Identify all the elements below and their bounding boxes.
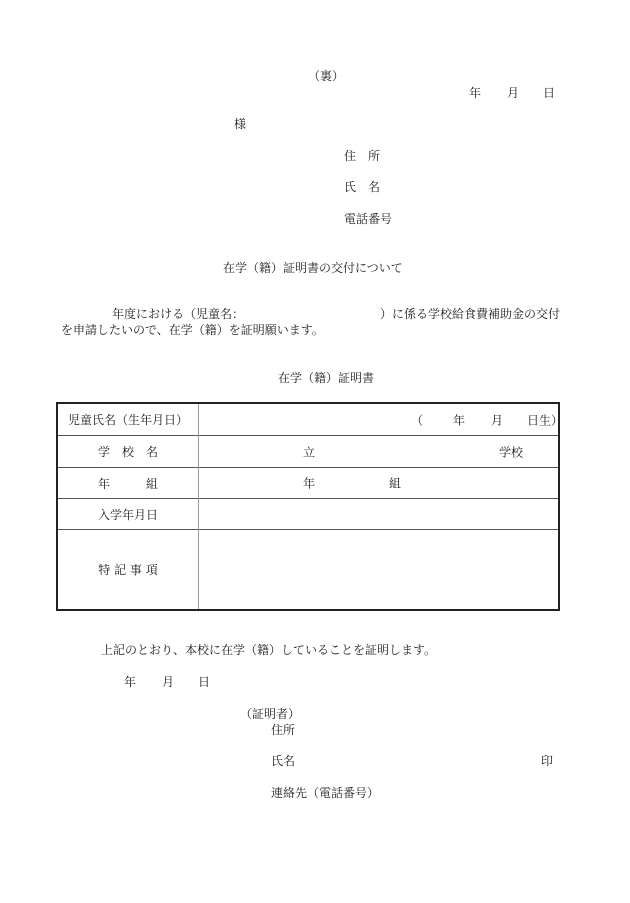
certifier-contact-label: 連絡先（電話番号）	[271, 786, 380, 800]
enrollment-date-label: 入学年月日	[57, 499, 199, 530]
subject-title: 在学（籍）証明書の交付について	[223, 261, 403, 275]
side-label: （裏）	[308, 69, 345, 83]
certificate-title: 在学（籍）証明書	[278, 371, 375, 385]
school-name-label: 学 校 名	[57, 436, 199, 468]
birth-open-paren: （	[411, 413, 424, 427]
certifier-name-label: 氏名	[271, 754, 296, 768]
table-row-child-name	[57, 403, 559, 436]
header-date-month: 月	[507, 86, 520, 100]
grade-class-value	[199, 468, 560, 499]
remarks-label: 特 記 事 項	[57, 530, 199, 611]
cert-date-month: 月	[162, 675, 175, 689]
grade-class-label: 年 組	[57, 468, 199, 499]
certifier-heading: （証明者）	[240, 707, 301, 721]
school-suffix: 学校	[499, 445, 524, 459]
header-date-year: 年	[469, 86, 482, 100]
header-date-day: 日	[543, 86, 556, 100]
body-line2: を申請したいので、在学（籍）を証明願います。	[61, 323, 324, 337]
birth-day: 日生）	[527, 413, 564, 427]
addressee-suffix: 様	[234, 117, 247, 131]
enrollment-date-value	[199, 499, 560, 530]
birth-year: 年	[453, 413, 466, 427]
cert-date-day: 日	[198, 675, 211, 689]
birth-month: 月	[491, 413, 504, 427]
table-row-grade-class	[57, 468, 559, 499]
applicant-address-label: 住 所	[344, 149, 381, 163]
applicant-phone-label: 電話番号	[344, 212, 393, 226]
table-row-enrollment-date	[57, 499, 559, 530]
school-name-value	[199, 436, 560, 468]
seal-mark: 印	[541, 754, 554, 768]
body-line1-prefix: 年度における（児童名：	[112, 307, 245, 321]
body-line1-suffix: ）に係る学校給食費補助金の交付	[380, 307, 561, 321]
table-row-school-name	[57, 436, 559, 468]
school-type: 立	[303, 445, 316, 459]
class-unit: 組	[389, 476, 402, 491]
grade-unit: 年	[303, 476, 316, 491]
certification-statement: 上記のとおり、本校に在学（籍）していることを証明します。	[101, 643, 437, 657]
cert-date-year: 年	[124, 675, 137, 689]
certificate-table	[56, 402, 564, 611]
child-name-value	[199, 403, 564, 436]
applicant-name-label: 氏 名	[344, 180, 381, 194]
remarks-value	[199, 530, 560, 611]
child-name-label: 児童氏名（生年月日）	[57, 403, 199, 436]
certifier-address-label: 住所	[271, 723, 296, 737]
table-row-remarks	[57, 530, 559, 611]
